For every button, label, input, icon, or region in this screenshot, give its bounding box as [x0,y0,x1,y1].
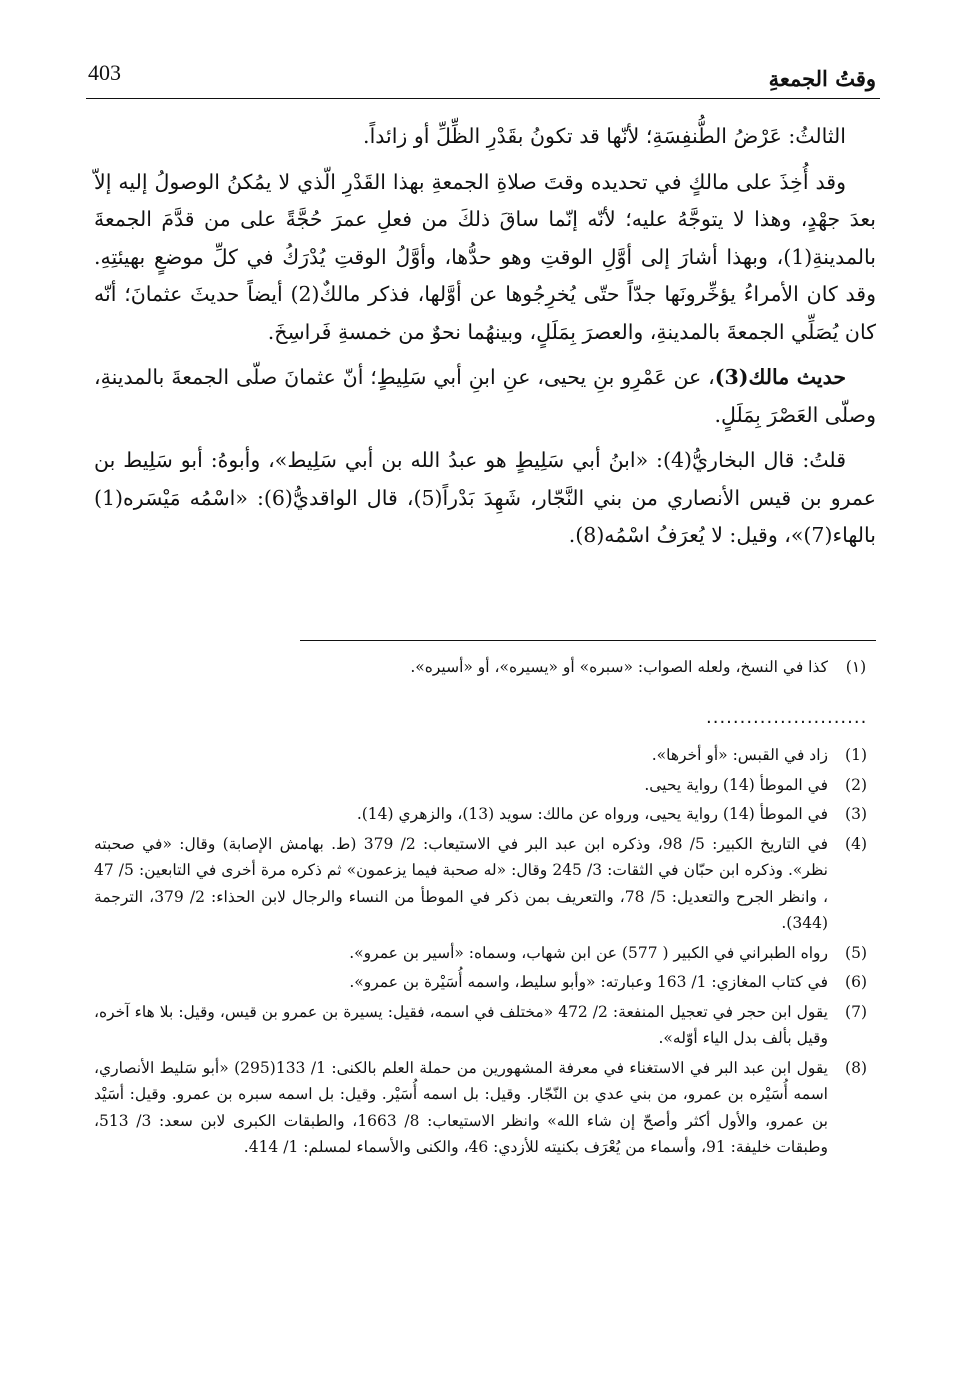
footnote-number: (١) [845,658,867,676]
footnote-number: (2) [845,775,867,794]
footnote-text: يقول ابن حجر في تعجيل المنفعة: 2/ 472 «مختلف في اسمه، فقيل: يسيرة بن عمرو بن قيس، وقيل: بلا هاء آخره، وقيل بألف بدل الياء أوّله». [94,1002,828,1047]
footnote-number: (4) [845,834,867,853]
footnote-text: في التاريخ الكبير: 5/ 98، وذكره ابن عبد البر في الاستيعاب: 2/ 379 (ط. بهامش الإصابة) وقال: «في صحبته نظر». وذكره ابن حبّان في الثقات: 3/ 245 وقال: «له صحبة فيما يزعمون» ثم ذكره مرة أخرى في التابعين: 5/ 47 ، وانظر الجرح والتعديل: 5/ 78، والتعريف بمن ذكر في الموطأ من النساء والرجال لابن الحذاء: 2/ 379، الترجمة (344). [94,834,828,932]
hadith-text: ، عن عَمْرِو بنِ يحيى، عنِ ابنِ أبي سَلِيطٍ؛ أنّ عثمانَ صلّى الجمعةَ بالمدينةِ، وصلّى العَصْرَ بِمَلَلٍ. [94,365,876,427]
footnote-item [94,999,876,1052]
footnote-rule [300,640,876,641]
footnote-item [94,801,876,828]
running-title: وقتُ الجمعةِ [768,66,876,91]
footnote-number: (5) [845,943,867,962]
hadith-lead: حديث مالك(3) [714,365,846,389]
footnote-text: زاد في القبس: «أو أخرها». [651,746,828,764]
paragraph-third-point: الثالثُ: عَرْضُ الطُّنفِسَةِ؛ لأنّها قد تكونُ بقَدْرِ الظِّلِّ أو زائداً. [363,124,846,148]
paragraph-malik-timing: وقد أُخِذَ على مالكٍ في تحديده وقتَ صلاةِ الجمعةِ بهذا القَدْرِ الّذي لا يمُكنُ الوصولُ إليه إلاّ بعدَ جهْدٍ، وهذا لا يتوجَّهُ عليه؛ لأنّه إنّما ساقَ ذلكَ من فعلِ عمرَ حُجَّةً على من قدَّمَ الجمعةَ بالمدينةِ(1)، وبهذا أشارَ إلى أوَّلِ الوقتِ وهو حدُّها، وأوَّلُ الوقتِ يُدْرَكُ في كلِّ موضعٍ بهيئتِهِ. وقد كان الأمراءُ يؤخِّرونَها جدّاً حتّى يُخرِجُوها عن أوَّلها، فذكر مالكٌ(2) أيضاً حديثَ عثمانَ؛ أنّه كان يُصَلِّي الجمعةَ بالمدينةِ، والعصرَ بِمَلَلٍ، وبينهُما نحوٌ من خمسةِ فَراسِخَ. [94,169,876,344]
footnote-item [94,831,876,937]
footnote-number: (3) [845,805,867,823]
footnote-item [94,940,876,967]
footnote-number: (1) [845,746,867,764]
hadith-paragraph [94,359,876,434]
footnote-text: في كتاب المغازي: 1/ 163 وعبارته: «وأبو سليط، واسمه أُسَيْرة بن عمرو». [349,973,828,991]
footnote-number: (6) [845,973,867,991]
header-rule [86,98,880,99]
footnote-text: في الموطأ (14) رواية يحيى. [644,775,828,794]
editor-footnote [94,654,876,684]
footnote-item [94,969,876,996]
footnote-text: رواه الطبراني في الكبير ( 577) عن ابن شهاب، وسماه: «أسير بن عمرو». [349,943,828,962]
footnote-text: يقول ابن عبد البر في الاستغناء في معرفة المشهورين من حملة العلم بالكنى: 1/ 133(295) «أبو سَليط الأنصاري، اسمه أُسَيْره بن عمرو، من بني عدي بن النّجّار. وقيل: بل اسمه أُسَيْر. وقيل: بل اسمه سبره بن عمرو. وقيل: أسَيْد بن عمرو، والأول أكثر وأصحّ إن شاء الله» وانظر الاستيعاب: 8/ 1663، والطبقات الكبرى لابن سعد: 3/ 513، وطبقات خليفة: 91، وأسماء من يُعْرَف بكنيته للأزدي: 46، والكنى والأسماء لمسلم: 1/ 414. [94,1058,828,1156]
footnote-item [94,772,876,799]
footnote-list [94,742,876,1164]
footnote-item [94,654,876,681]
dotted-separator: ........................ [706,707,868,728]
footnote-number: (7) [845,1002,867,1021]
footnote-item [94,1055,876,1161]
footnote-number: (8) [845,1058,867,1077]
main-text [94,118,876,563]
footnote-text: كذا في النسخ، ولعله الصواب: «سبره» أو «يسيره»، أو «أسيره». [410,658,828,676]
commentary-paragraph: قلتُ: قال البخاريُّ(4): «ابنُ أبي سَلِيطٍ هو عبدُ الله بن أبي سَلِيط»، وأبوهُ: أبو سَلِيط بن عمرو بن قيس الأنصاري من بني النَّجّار، شَهِدَ بَدْراً(5)، قال الواقديُّ(6): «اسْمُه مَيْسَره(1) بالهاء(7)»، وقيل: لا يُعرَفُ اسْمُه(8). [94,448,876,547]
page-number: 403 [88,60,121,85]
footnote-text: في الموطأ (14) رواية يحيى، ورواه عن مالك: سويد (13)، والزهري (14). [356,805,828,823]
footnote-item [94,742,876,769]
